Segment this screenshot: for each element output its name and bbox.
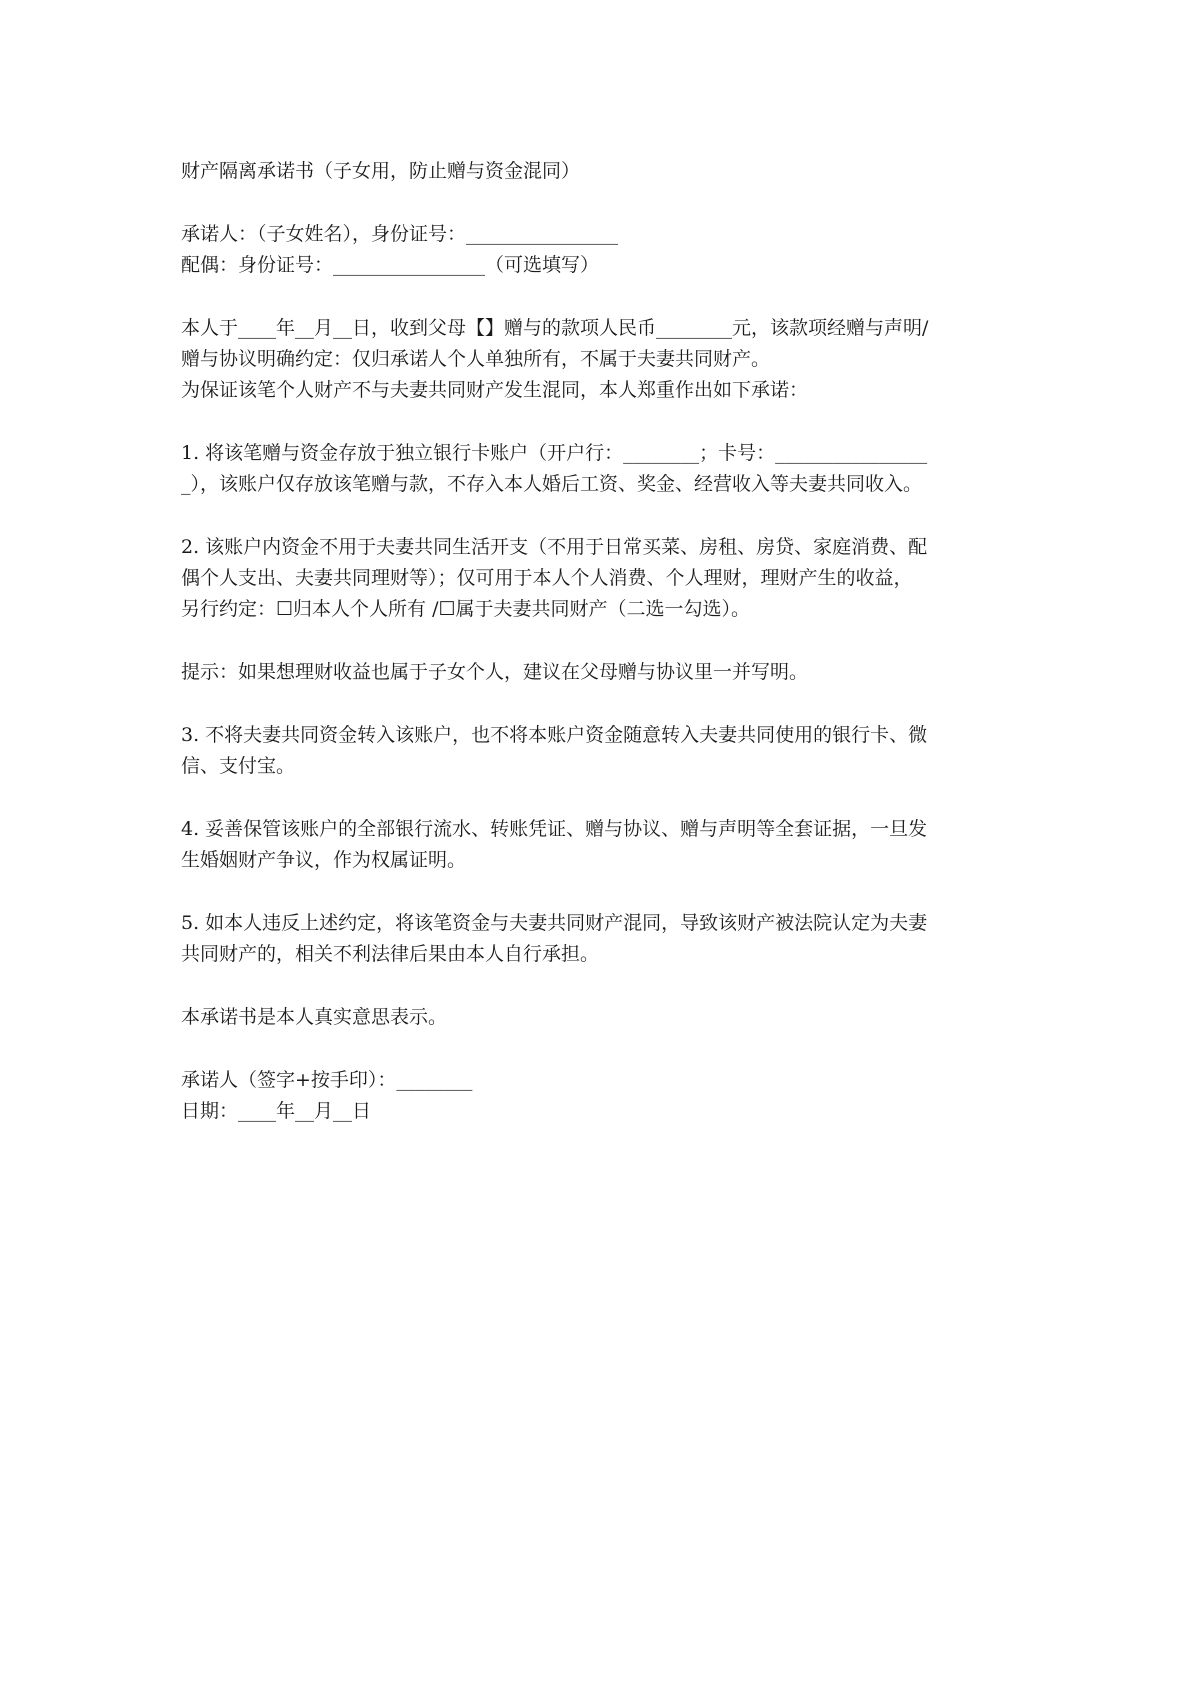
item-2-line: 另行约定：☐归本人个人所有 /☐属于夫妻共同财产（二选一勾选）。	[181, 598, 751, 620]
item-5-line: 5. 如本人违反上述约定，将该笔资金与夫妻共同财产混同，导致该财产被法院认定为夫妻	[181, 912, 928, 934]
item-4-line: 生婚姻财产争议，作为权属证明。	[181, 849, 467, 871]
date-line: 日期：____年__月__日	[181, 1100, 372, 1122]
promisor-line: 承诺人：（子女姓名），身份证号：________________	[181, 223, 619, 245]
intro-line: 本人于____年__月__日，收到父母【】赠与的款项人民币________元，该款项经赠与声明/	[181, 317, 929, 339]
signature-line: 承诺人（签字+按手印）：________	[181, 1069, 473, 1091]
spouse-line: 配偶：身份证号：________________（可选填写）	[181, 254, 600, 276]
tip-line: 提示：如果想理财收益也属于子女个人，建议在父母赠与协议里一并写明。	[181, 661, 809, 683]
item-2-line: 偶个人支出、夫妻共同理财等）；仅可用于本人个人消费、个人理财，理财产生的收益，	[181, 567, 913, 589]
document-title: 财产隔离承诺书（子女用，防止赠与资金混同）	[181, 160, 581, 182]
item-3-line: 信、支付宝。	[181, 755, 296, 777]
intro-line: 赠与协议明确约定：仅归承诺人个人单独所有，不属于夫妻共同财产。	[181, 348, 771, 370]
item-5-line: 共同财产的，相关不利法律后果由本人自行承担。	[181, 943, 600, 965]
item-4-line: 4. 妥善保管该账户的全部银行流水、转账凭证、赠与协议、赠与声明等全套证据，一旦发	[181, 818, 928, 840]
intro-line: 为保证该笔个人财产不与夫妻共同财产发生混同，本人郑重作出如下承诺：	[181, 379, 809, 401]
item-1-line: _），该账户仅存放该笔赠与款，不存入本人婚后工资、奖金、经营收入等夫妻共同收入。	[181, 473, 923, 495]
item-2-line: 2. 该账户内资金不用于夫妻共同生活开支（不用于日常买菜、房租、房贷、家庭消费、配	[181, 536, 928, 558]
item-3-line: 3. 不将夫妻共同资金转入该账户，也不将本账户资金随意转入夫妻共同使用的银行卡、微	[181, 724, 928, 746]
document-page	[181, 156, 1021, 1127]
item-1-line: 1. 将该笔赠与资金存放于独立银行卡账户（开户行：________；卡号：________________	[181, 442, 928, 464]
declaration-line: 本承诺书是本人真实意思表示。	[181, 1006, 448, 1028]
